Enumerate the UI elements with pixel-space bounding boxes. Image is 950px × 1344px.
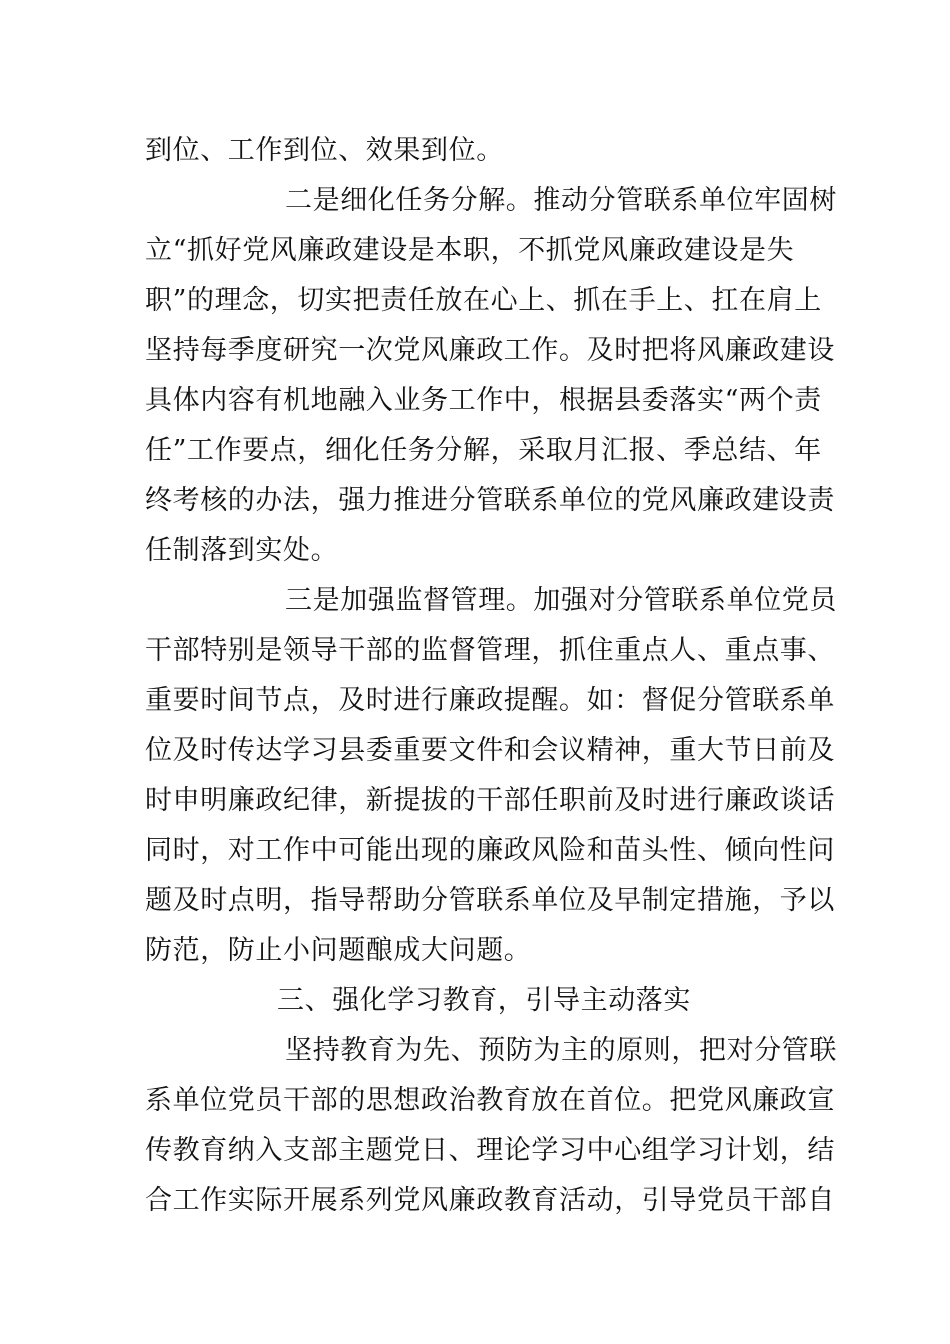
text-line: 二是细化任务分解。推动分管联系单位牢固树 [285,185,837,216]
text-line: 系单位党员干部的思想政治教育放在首位。把党风廉政宣 [145,1085,835,1116]
text-line: 任”工作要点，细化任务分解，采取月汇报、季总结、年 [145,435,822,466]
text-line: 时申明廉政纪律，新提拔的干部任职前及时进行廉政谈话 [145,785,835,816]
text-line: 立“抓好党风廉政建设是本职，不抓党风廉政建设是失 [145,235,795,266]
text-line: 干部特别是领导干部的监督管理，抓住重点人、重点事、 [145,635,835,666]
text-line: 终考核的办法，强力推进分管联系单位的党风廉政建设责 [145,485,835,516]
text-line: 坚持教育为先、预防为主的原则，把对分管联 [285,1035,837,1066]
text-line: 职”的理念，切实把责任放在心上、抓在手上、扛在肩上 [145,285,822,316]
section-heading: 三、强化学习教育，引导主动落实 [277,985,691,1016]
text-line: 任制落到实处。 [145,535,339,566]
text-line: 到位、工作到位、效果到位。 [145,135,504,166]
text-line: 重要时间节点，及时进行廉政提醒。如：督促分管联系单 [145,685,835,716]
text-line: 同时，对工作中可能出现的廉政风险和苗头性、倾向性问 [145,835,835,866]
text-line: 三是加强监督管理。加强对分管联系单位党员 [285,585,837,616]
text-line: 防范，防止小问题酿成大问题。 [145,935,532,966]
text-line: 传教育纳入支部主题党日、理论学习中心组学习计划，结 [145,1135,835,1166]
text-line: 位及时传达学习县委重要文件和会议精神，重大节日前及 [145,735,835,766]
text-line: 具体内容有机地融入业务工作中，根据县委落实“两个责 [145,385,822,416]
text-line: 坚持每季度研究一次党风廉政工作。及时把将风廉政建设 [145,335,835,366]
text-line: 题及时点明，指导帮助分管联系单位及早制定措施，予以 [145,885,835,916]
text-line: 合工作实际开展系列党风廉政教育活动，引导党员干部自 [145,1185,835,1216]
